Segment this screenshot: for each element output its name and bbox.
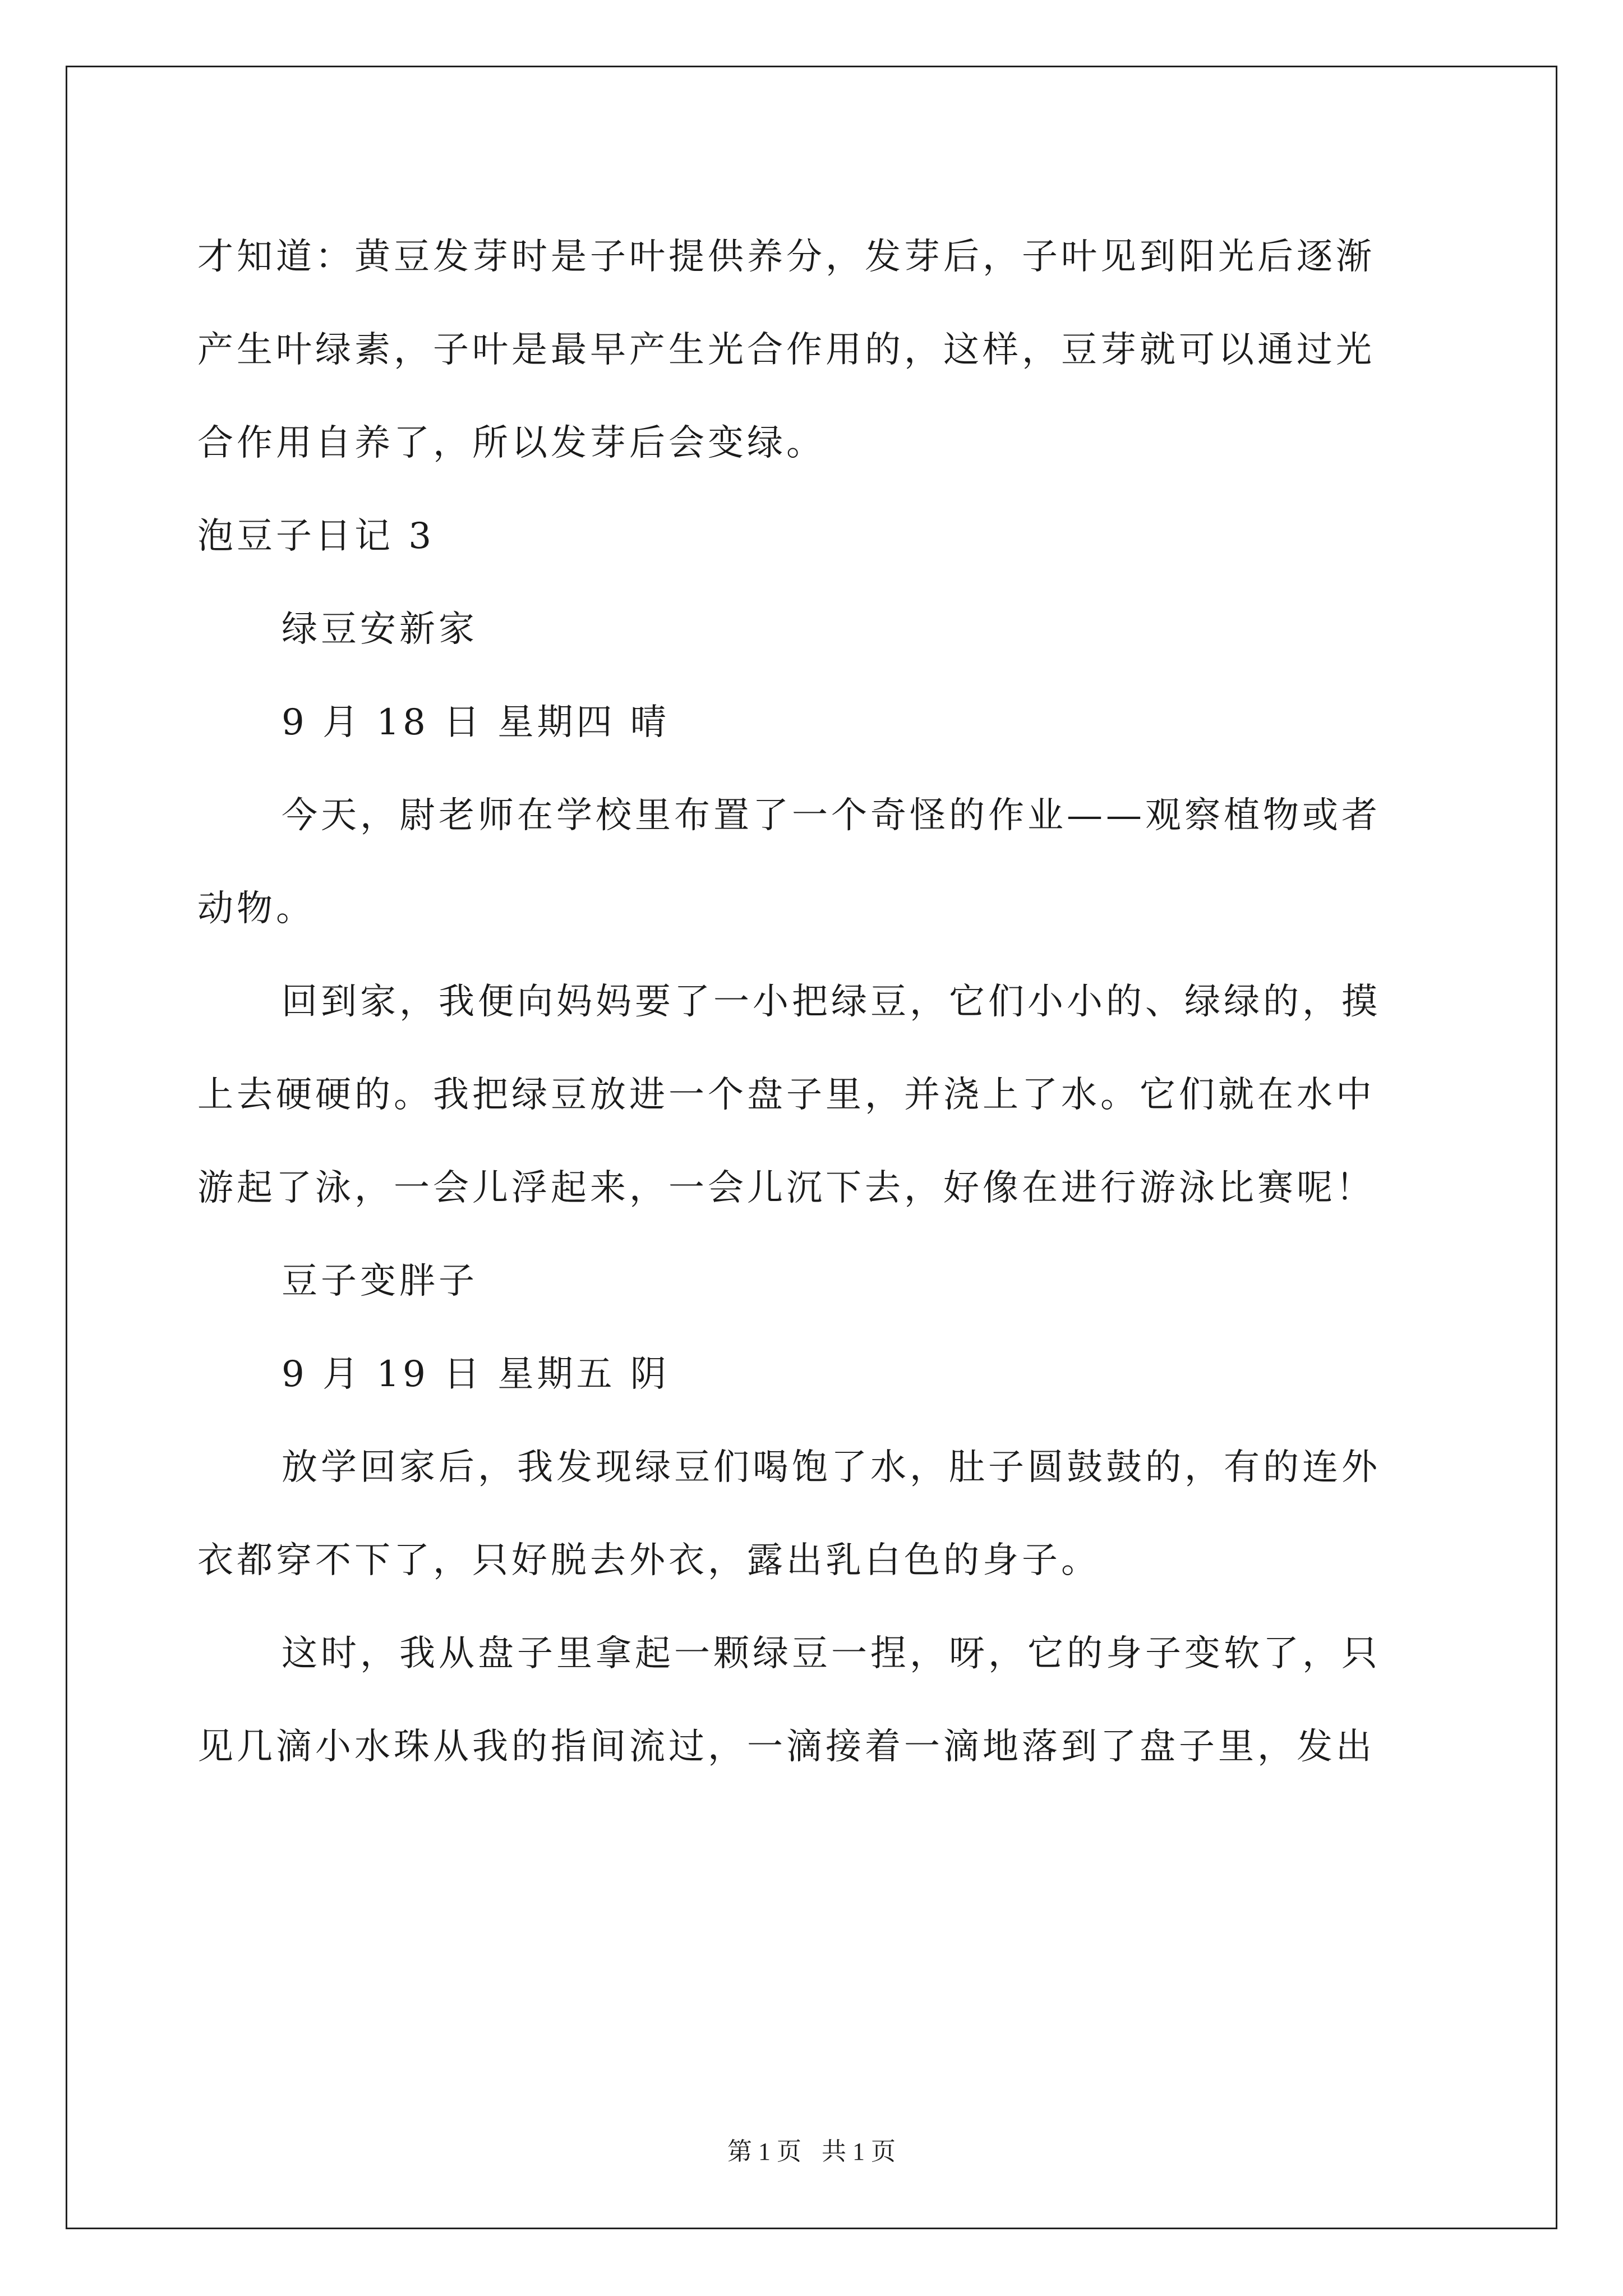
entry-title: 绿豆安新家 — [282, 609, 478, 650]
text-line: 上去硬硬的。我把绿豆放进一个盘子里，并浇上了水。它们就在水中 — [197, 1074, 1375, 1116]
text-line: 动物。 — [197, 888, 315, 930]
text-line: 这时，我从盘子里拿起一颗绿豆一捏，呀，它的身子变软了，只 — [282, 1633, 1381, 1674]
entry-date: 9 月 19 日 星期五 阴 — [282, 1354, 670, 1395]
entry-date: 9 月 18 日 星期四 晴 — [282, 702, 670, 743]
text-line: 产生叶绿素，子叶是最早产生光合作用的，这样，豆芽就可以通过光 — [197, 329, 1375, 371]
page-total: 共 1 页 — [822, 2138, 896, 2165]
text-line: 今天，尉老师在学校里布置了一个奇怪的作业——观察植物或者 — [282, 795, 1381, 836]
text-line: 衣都穿不下了，只好脱去外衣，露出乳白色的身子。 — [197, 1540, 1100, 1581]
document-body — [197, 210, 1428, 1793]
text-line: 游起了泳，一会儿浮起来，一会儿沉下去，好像在进行游泳比赛呢！ — [197, 1167, 1375, 1209]
text-line: 见几滴小水珠从我的指间流过，一滴接着一滴地落到了盘子里，发出 — [197, 1726, 1375, 1768]
entry-title: 豆子变胖子 — [282, 1260, 478, 1302]
text-line: 回到家，我便向妈妈要了一小把绿豆，它们小小的、绿绿的，摸 — [282, 981, 1381, 1023]
page-footer — [0, 2136, 1623, 2168]
page-number: 第 1 页 — [727, 2138, 801, 2165]
section-heading: 泡豆子日记 3 — [197, 516, 435, 557]
text-line: 合作用自养了，所以发芽后会变绿。 — [197, 422, 826, 464]
text-line: 放学回家后，我发现绿豆们喝饱了水，肚子圆鼓鼓的，有的连外 — [282, 1447, 1381, 1488]
text-line: 才知道：黄豆发芽时是子叶提供养分，发芽后，子叶见到阳光后逐渐 — [197, 236, 1375, 278]
